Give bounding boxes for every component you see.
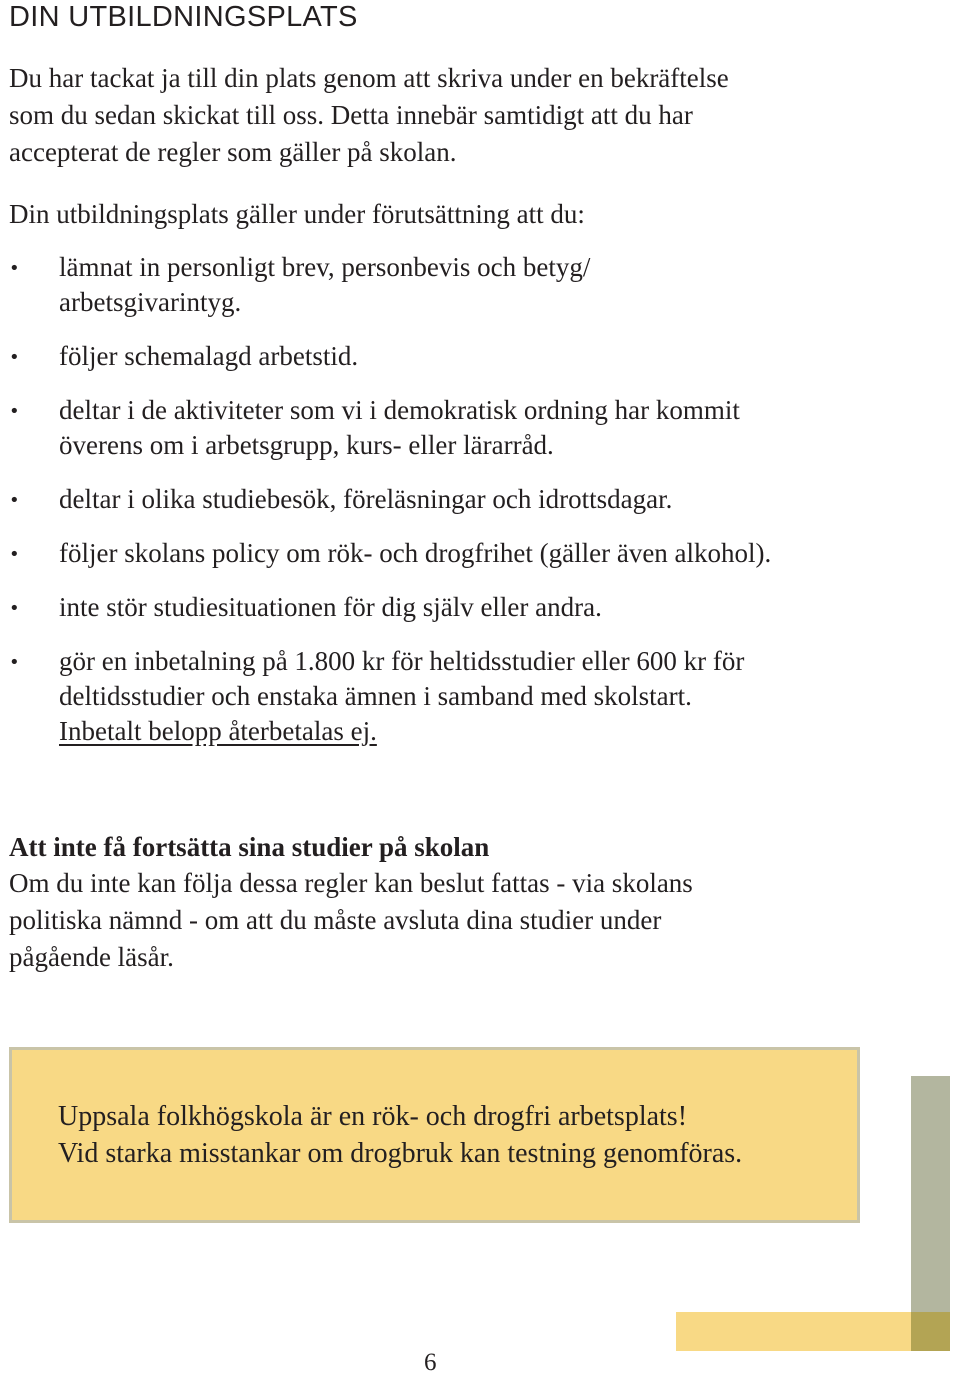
intro-line: som du sedan skickat till oss. Detta innebär samtidigt att du har <box>9 100 693 130</box>
notice-line: Uppsala folkhögskola är en rök- och drogfri arbetsplats! <box>58 1101 688 1132</box>
bullet-icon: • <box>9 652 20 673</box>
notice-text <box>58 1098 742 1172</box>
list-item <box>0 393 940 463</box>
list-item-line: följer skolans policy om rök- och drogfrihet (gäller även alkohol). <box>59 538 772 568</box>
consequence-line: pågående läsår. <box>9 942 174 972</box>
section-heading: Att inte få fortsätta sina studier på skolan <box>9 832 490 862</box>
list-item-line: lämnat in personligt brev, personbevis och betyg/ <box>59 252 591 282</box>
list-item-line: deltar i olika studiebesök, föreläsningar och idrottsdagar. <box>59 484 673 514</box>
drug-free-notice-box <box>9 1047 860 1223</box>
bullet-icon: • <box>9 490 20 511</box>
list-item <box>0 482 940 517</box>
list-item-line: inte stör studiesituationen för dig själv eller andra. <box>59 592 602 622</box>
list-item <box>0 536 940 571</box>
bullet-icon: • <box>9 347 20 368</box>
list-item-line: gör en inbetalning på 1.800 kr för heltidsstudier eller 600 kr för <box>59 646 745 676</box>
list-item <box>0 339 940 374</box>
page-title: DIN UTBILDNINGSPLATS <box>9 1 358 33</box>
consequence-line: politiska nämnd - om att du måste avsluta dina studier under <box>9 905 662 935</box>
list-item <box>0 644 940 749</box>
list-item <box>0 590 940 625</box>
bullet-icon: • <box>9 401 20 422</box>
consequence-paragraph <box>9 865 909 976</box>
intro-line: Du har tackat ja till din plats genom att skriva under en bekräftelse <box>9 63 729 93</box>
consequence-line: Om du inte kan följa dessa regler kan beslut fattas - via skolans <box>9 868 693 898</box>
list-item-line: deltidsstudier och enstaka ämnen i samband med skolstart. <box>59 681 692 711</box>
no-refund-note: Inbetalt belopp återbetalas ej. <box>59 716 377 746</box>
list-item-line: arbetsgivarintyg. <box>59 287 242 317</box>
list-item <box>0 250 940 320</box>
conditions-list <box>0 250 940 768</box>
bullet-icon: • <box>9 544 20 565</box>
list-item-line: deltar i de aktiviteter som vi i demokratisk ordning har kommit <box>59 395 740 425</box>
decorative-bar-overlap <box>911 1312 950 1351</box>
list-item-line: överens om i arbetsgrupp, kurs- eller lärarråd. <box>59 430 554 460</box>
list-item-line: följer schemalagd arbetstid. <box>59 341 359 371</box>
page-number: 6 <box>424 1349 437 1376</box>
bullet-icon: • <box>9 258 20 279</box>
decorative-vertical-bar <box>911 1076 950 1350</box>
intro-line: accepterat de regler som gäller på skolan. <box>9 137 457 167</box>
bullet-icon: • <box>9 598 20 619</box>
decorative-horizontal-bar <box>676 1312 911 1351</box>
notice-line: Vid starka misstankar om drogbruk kan testning genomföras. <box>58 1138 743 1169</box>
conditions-lead: Din utbildningsplats gäller under förutsättning att du: <box>9 199 585 229</box>
intro-paragraph <box>9 60 909 171</box>
